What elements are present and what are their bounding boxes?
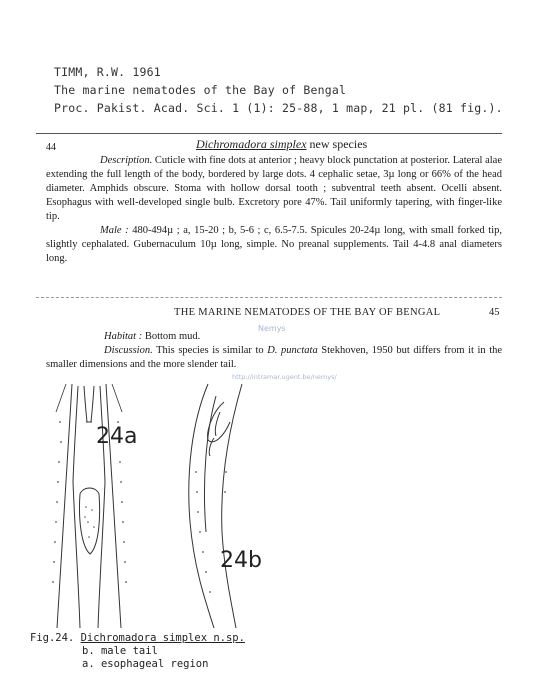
species-heading (196, 137, 367, 152)
figure-24a-drawing (20, 382, 170, 630)
male-label: Male : (100, 225, 129, 236)
citation-title: The marine nematodes of the Bay of Bengal (54, 83, 347, 97)
discussion-text-2: Stekhoven, 1950 but differs from it in the smaller dimensions and the more slender tail. (46, 345, 503, 370)
clip2-top-rule (36, 297, 502, 298)
caption-item-a: a. esophageal region (82, 658, 209, 670)
species-suffix: new species (309, 137, 368, 151)
citation-author-year: TIMM, R.W. 1961 (54, 65, 161, 79)
caption-title: Dichromadora simplex n.sp. (80, 632, 245, 644)
habitat-discussion-block (46, 330, 502, 372)
species-name: Dichromadora simplex (196, 137, 307, 151)
citation-journal: Proc. Pakist. Acad. Sci. 1 (1): 25-88, 1 map, 21 pl. (81 fig.). (54, 101, 503, 115)
caption-fig-label: Fig.24. (30, 632, 75, 644)
figure-label-24a: 24a (96, 424, 138, 449)
habitat-text: Bottom mud. (144, 331, 201, 342)
watermark-logo-text: Nemys (258, 324, 286, 333)
discussion-paragraph (46, 344, 502, 372)
discussion-species: D. punctata (267, 345, 318, 356)
watermark-url: http://intramar.ugent.be/nemys/ (232, 373, 337, 381)
figure-label-24b: 24b (220, 548, 262, 573)
clip-top-rule (36, 133, 502, 134)
page-number-44: 44 (46, 142, 56, 153)
description-label: Description. (100, 155, 153, 166)
description-block (46, 154, 502, 266)
caption-item-b: b. male tail (82, 645, 158, 657)
male-text: 480-494µ ; a, 15-20 ; b, 5-6 ; c, 6.5-7.5. Spicules 20-24µ long, with small forked tip, slightly cephalated. Gubernaculum 10µ long, simple. No preanal supplements. Tail 4-4.8 anal diameters long. (46, 225, 503, 264)
running-head: THE MARINE NEMATODES OF THE BAY OF BENGAL (174, 307, 441, 318)
discussion-label: Discussion. (104, 345, 153, 356)
description-text: Cuticle with fine dots at anterior ; heavy block punctation at posterior. Lateral alae extending the full length of the body, bordered by large dots. 4 cephalic setae, 3µ long or 66% of the head diameter. Amphids obscure. Stoma with hollow dorsal tooth ; subventral teeth absent. Ocelli absent. Esophagus with well-developed single bulb. Excretory pore 47%. Tail uniformly tapering, with finger-like tip. (46, 155, 502, 222)
description-paragraph (46, 154, 502, 224)
discussion-text-1: This species is similar to (156, 345, 264, 356)
page-number-45: 45 (489, 307, 500, 318)
male-paragraph (46, 224, 502, 266)
figure-24b-drawing (170, 382, 280, 630)
habitat-label: Habitat : (104, 331, 143, 342)
figure-caption (30, 632, 245, 644)
